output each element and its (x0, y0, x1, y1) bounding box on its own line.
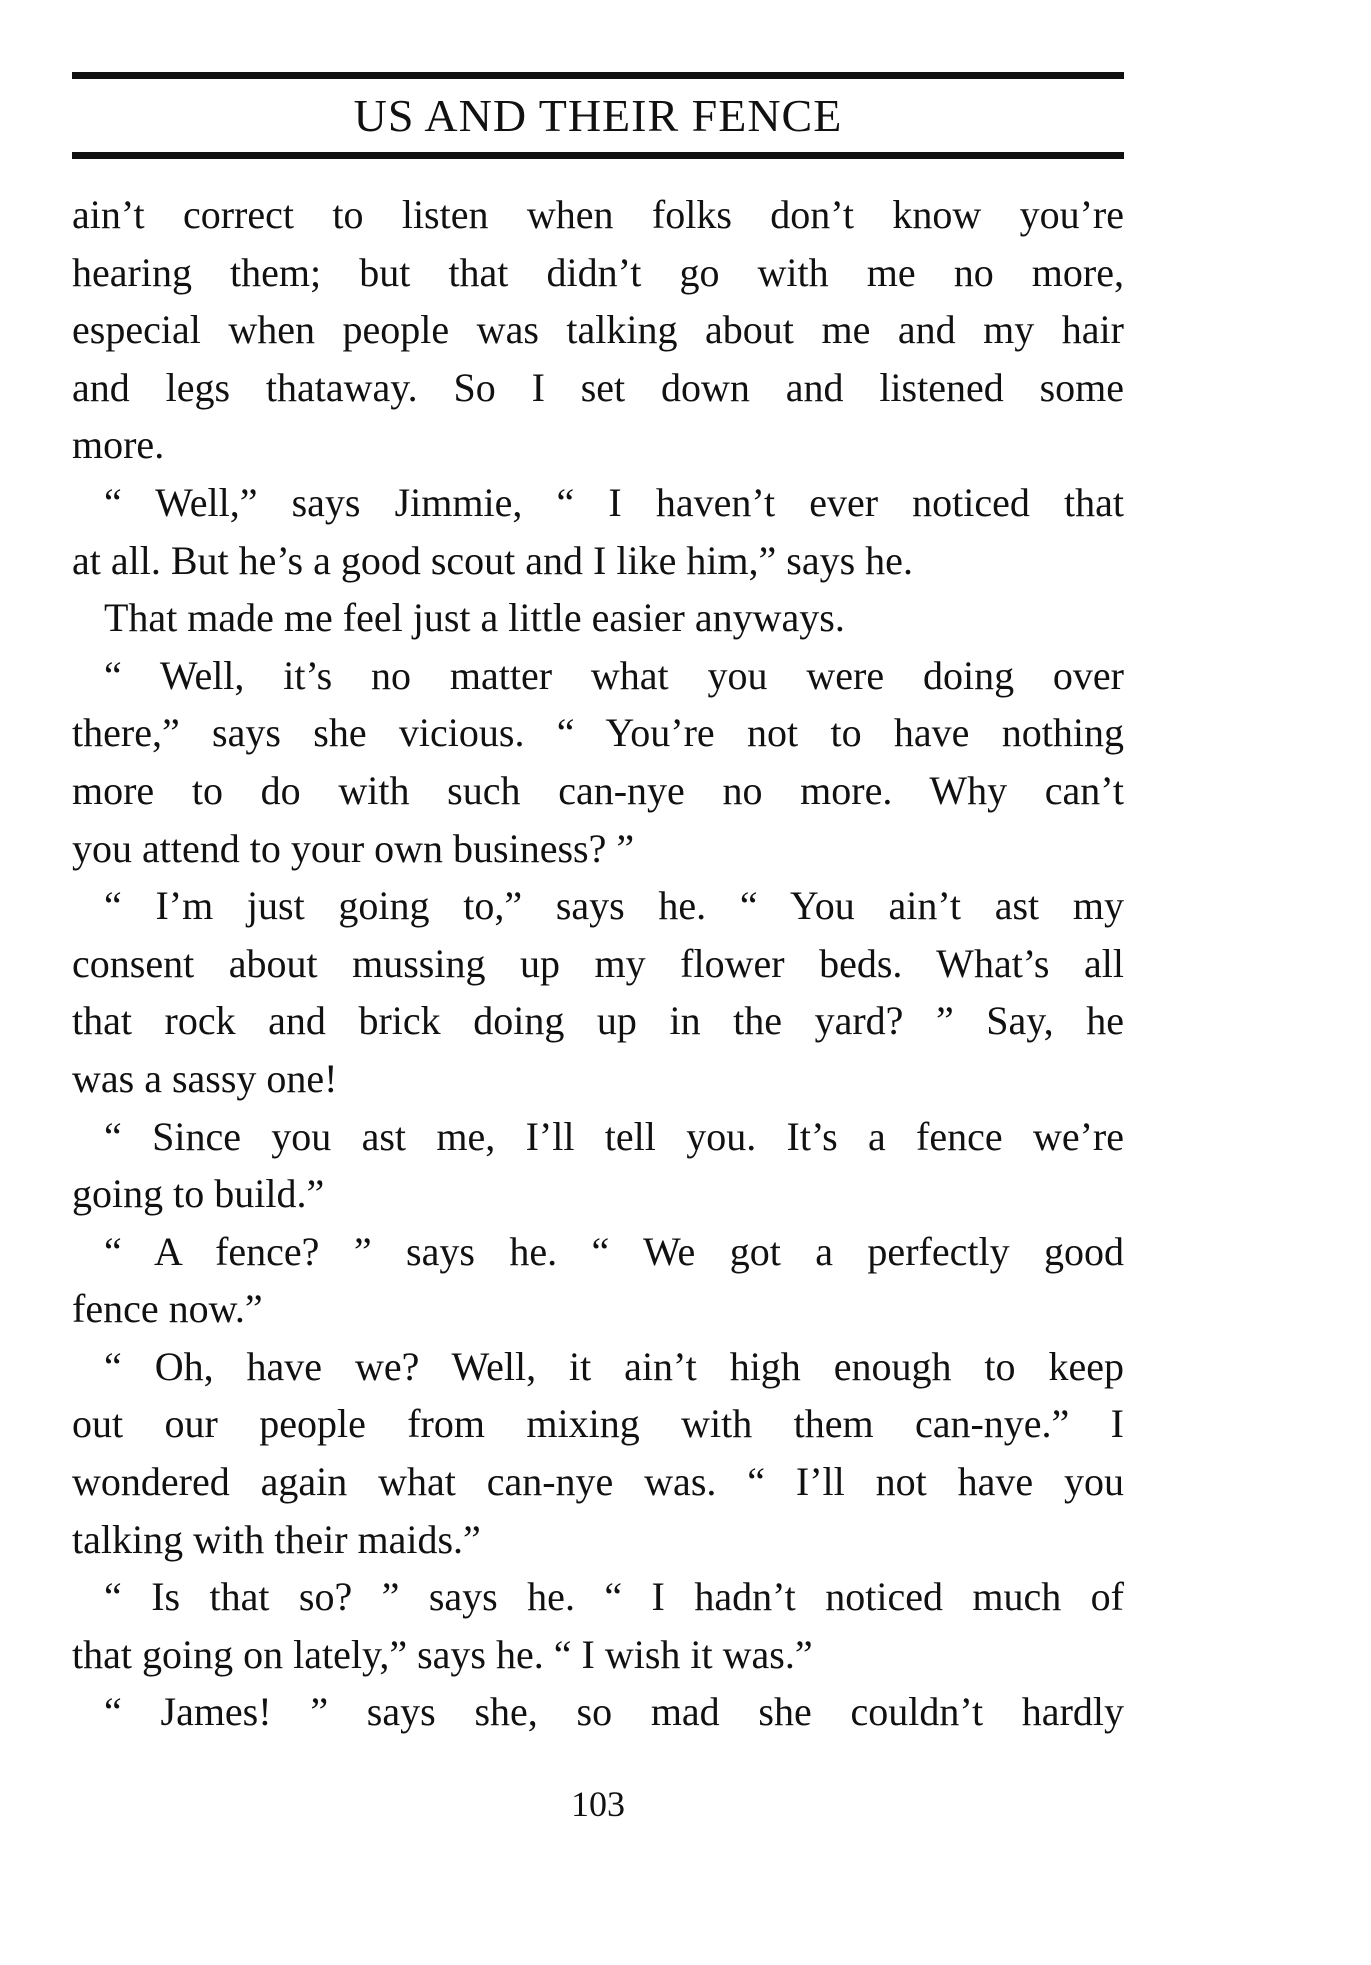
text-line: more to do with such can-nye no more. Why can’t (72, 767, 1124, 813)
running-head: US AND THEIR FENCE (353, 90, 843, 141)
text-line: and legs thataway. So I set down and listened some (72, 364, 1124, 410)
text-line: that rock and brick doing up in the yard? ” Say, he (72, 998, 1124, 1044)
text-line: that going on lately,” says he. “ I wish it was.” (72, 1631, 813, 1677)
text-line: at all. But he’s a good scout and I like him,” says he. (72, 537, 913, 583)
text-line: fence now.” (72, 1286, 263, 1332)
text-line: That made me feel just a little easier anyways. (104, 595, 845, 641)
text-line: “ A fence? ” says he. “ We got a perfectly good (104, 1228, 1124, 1274)
text-line: you attend to your own business? ” (72, 825, 635, 871)
page-number: 103 (571, 1784, 625, 1824)
text-line: talking with their maids.” (72, 1516, 481, 1562)
text-line: consent about mussing up my flower beds. What’s all (72, 940, 1124, 986)
text-line: going to build.” (72, 1171, 325, 1217)
text-line: wondered again what can-nye was. “ I’ll not have you (72, 1459, 1124, 1505)
text-line: “ Is that so? ” says he. “ I hadn’t noticed much of (104, 1574, 1124, 1620)
text-line: “ James! ” says she, so mad she couldn’t hardly (104, 1689, 1124, 1735)
text-line: “ Since you ast me, I’ll tell you. It’s a fence we’re (104, 1113, 1124, 1159)
text-line: “ Oh, have we? Well, it ain’t high enough to keep (104, 1343, 1124, 1389)
text-line: “ Well,” says Jimmie, “ I haven’t ever noticed that (104, 479, 1124, 525)
text-line: “ I’m just going to,” says he. “ You ain’t ast my (104, 883, 1124, 929)
body-text (72, 186, 1124, 1741)
header-rule-bottom (72, 152, 1124, 159)
text-line: was a sassy one! (72, 1055, 338, 1101)
text-line: ain’t correct to listen when folks don’t know you’re (72, 192, 1124, 237)
text-line: there,” says she vicious. “ You’re not to have nothing (72, 710, 1124, 756)
text-line: out our people from mixing with them can-nye.” I (72, 1401, 1124, 1447)
book-page (72, 0, 1124, 1965)
text-line: hearing them; but that didn’t go with me no more, (72, 249, 1124, 295)
header-rule-top (72, 72, 1124, 79)
text-line: more. (72, 422, 165, 468)
text-line: especial when people was talking about me and my hair (72, 307, 1124, 353)
text-line: “ Well, it’s no matter what you were doing over (104, 652, 1124, 698)
